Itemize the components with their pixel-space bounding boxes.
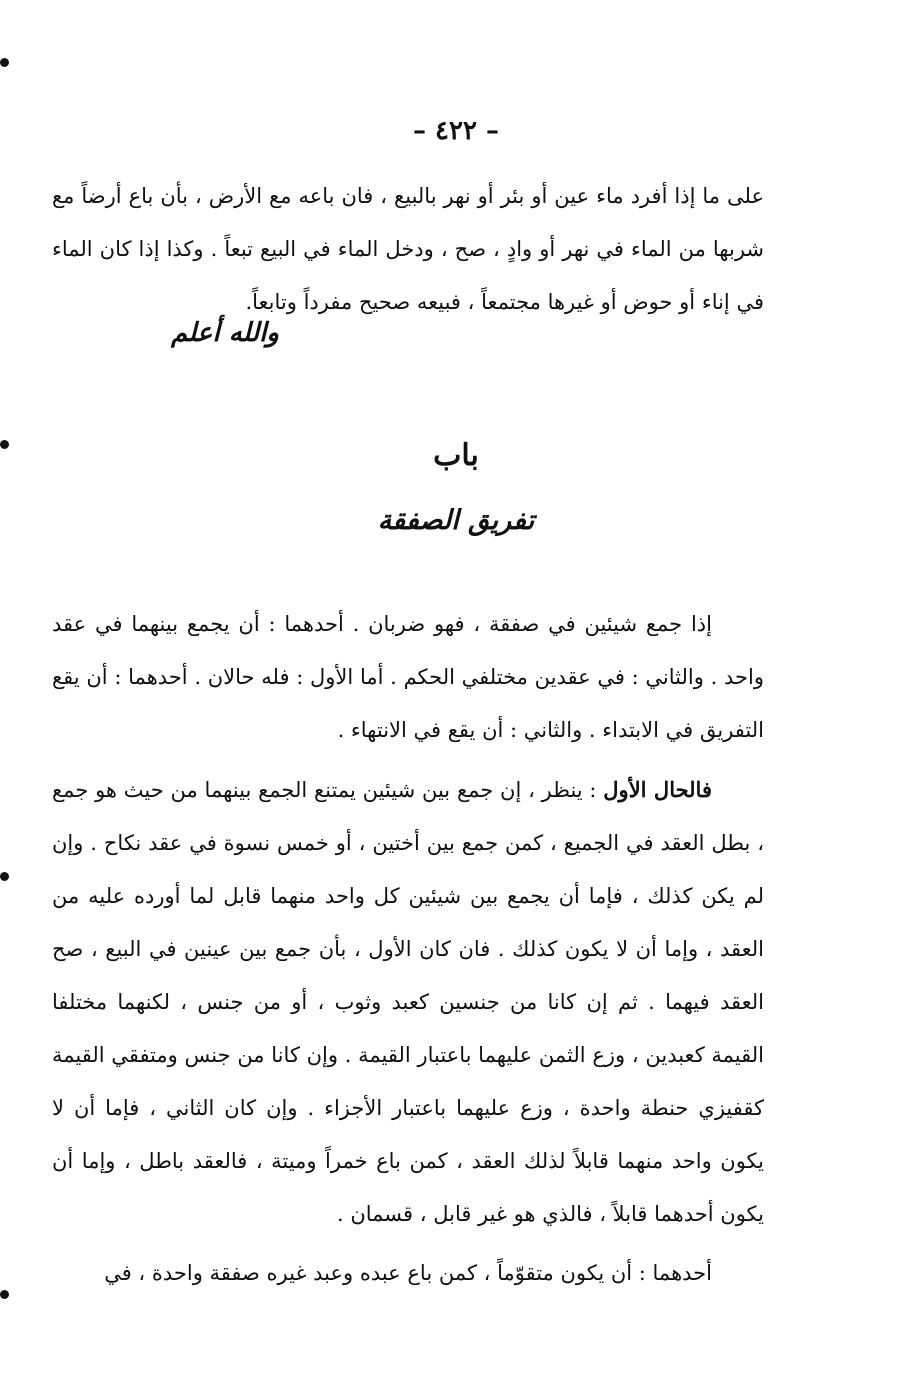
paragraph-text: إذا جمع شيئين في صفقة ، فهو ضربان . أحدهما : أن يجمع بينهما في عقد واحد . والثاني : في عقدين مختلفي الحكم . أما الأول : فله حالان . أحدهما : أن يقع التفريق في الابتداء . والثاني : أن يقع في الانتهاء . <box>52 612 765 742</box>
closing-phrase: والله أعلم <box>171 318 279 348</box>
intro-paragraph <box>52 170 764 329</box>
chapter-title: تفريق الصفقة <box>377 505 535 536</box>
margin-mark <box>0 58 9 67</box>
paragraph-lead: فالحال الأول <box>603 777 712 802</box>
section-label: باب <box>433 438 479 473</box>
paragraph-text: : ينظر ، إن جمع بين شيئين يمتنع الجمع بينهما من حيث هو جمع ، بطل العقد في الجميع ، كمن جمع بين أختين ، أو خمس نسوة في عقد نكاح . وإن لم يكن كذلك ، فإما أن يجمع بين شيئين كل واحد منهما قابل لما أورده عليه من العقد ، وإما أن لا يكون كذلك . فان كان الأول ، بأن جمع بين عينين في البيع ، صح العقد فيهما . ثم إن كانا من جنسين كعبد وثوب ، أو من جنس ، لكنهما مختلفا القيمة كعبدين ، وزع الثمن عليهما باعتبار القيمة . وإن كانا من جنس ومتفقي القيمة كقفيزي حنطة واحدة ، وزع عليهما باعتبار الأجزاء . وإن كان الثاني ، فإما أن لا يكون واحد منهما قابلاً لذلك العقد ، كمن باع خمراً وميتة ، فالعقد باطل ، وإما أن يكون أحدهما قابلاً ، فالذي هو غير قابل ، قسمان . <box>52 778 764 1226</box>
body-text <box>52 598 764 1300</box>
margin-mark <box>0 872 9 881</box>
margin-mark <box>0 1290 9 1299</box>
paragraph-text: أحدهما : أن يكون متقوّماً ، كمن باع عبده وعبد غيره صفقة واحدة ، في <box>104 1261 712 1285</box>
paragraph-1 <box>52 598 764 757</box>
paragraph-2 <box>52 763 764 1241</box>
page-number: – ٤٢٢ – <box>412 116 500 146</box>
intro-text: على ما إذا أفرد ماء عين أو بئر أو نهر بالبيع ، فان باعه مع الأرض ، بأن باع أرضاً مع شربها من الماء في نهر أو وادٍ ، صح ، ودخل الماء في البيع تبعاً . وكذا إذا كان الماء في إناء أو حوض أو غيرها مجتمعاً ، فبيعه صحيح مفرداً وتابعاً. <box>52 184 764 314</box>
paragraph-3 <box>52 1247 764 1300</box>
